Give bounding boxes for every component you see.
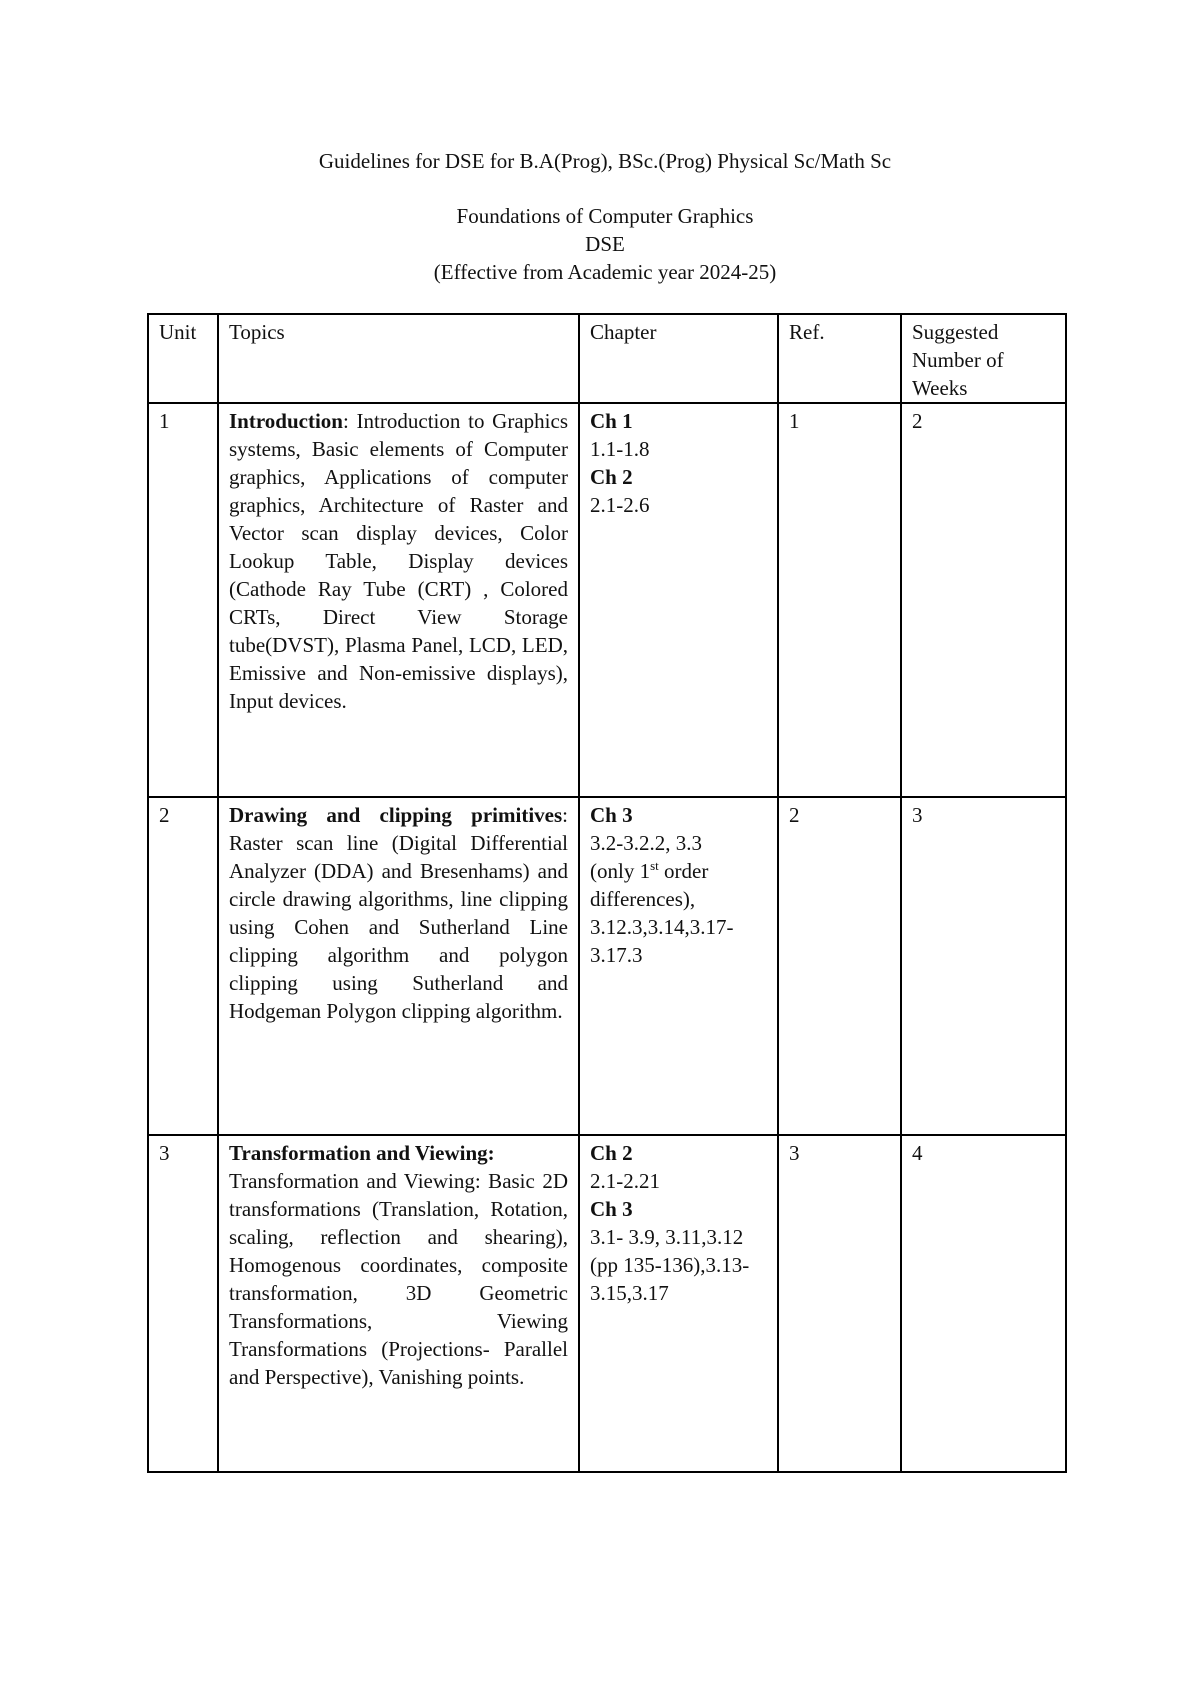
syllabus-table [147,313,1067,1473]
course-type: DSE [585,232,625,256]
chapter-label: Ch 3 [590,1197,633,1221]
weeks-cell: 3 [901,797,1066,1135]
unit-cell: 3 [148,1135,218,1472]
chapter-sections: 3.1- 3.9, 3.11,3.12 (pp 135-136),3.13-3.15,3.17 [590,1225,750,1305]
course-title: Foundations of Computer Graphics [456,204,754,228]
chapter-sections: 2.1-2.21 [590,1169,660,1193]
effective-note: (Effective from Academic year 2024-25) [433,260,777,284]
chapter-sections: 1.1-1.8 [590,437,650,461]
chapter-cell [579,797,778,1135]
unit-cell: 1 [148,403,218,797]
guidelines-line: Guidelines for DSE for B.A(Prog), BSc.(Prog) Physical Sc/Math Sc [318,149,892,173]
chapter-label: Ch 2 [590,465,633,489]
col-header-weeks: Suggested Number of Weeks [901,314,1066,403]
table-row [148,1135,1066,1472]
topic-title: Transformation and Viewing: [229,1141,495,1165]
chapter-sections: 3.12.3,3.14,3.17-3.17.3 [590,915,734,967]
course-header [0,202,1200,286]
table-row [148,797,1066,1135]
chapter-sections: 2.1-2.6 [590,493,650,517]
chapter-label: Ch 3 [590,803,633,827]
ref-cell: 2 [778,797,901,1135]
weeks-cell: 4 [901,1135,1066,1472]
topic-body: : Introduction to Graphics systems, Basic elements of Computer graphics, Applications of computer graphics, Architecture of Raster and Vector scan display devices, Color Lookup Table, Display devices (Cathode Ray Tube (CRT) , Colored CRTs, Direct View Storage tube(DVST), Plasma Panel, LCD, LED, Emissive and Non-emissive displays), Input devices. [229,409,568,713]
chapter-label: Ch 1 [590,409,633,433]
ordinal-suffix: st [650,858,659,873]
chapter-sections: (only 1 [590,859,651,883]
unit-cell: 2 [148,797,218,1135]
ref-cell: 3 [778,1135,901,1472]
topics-cell [218,1135,579,1472]
topic-body: : Raster scan line (Digital Differential Analyzer (DDA) and Bresenhams) and circle drawing algorithms, line clipping using Cohen and Sutherland Line clipping algorithm and polygon clipping using Sutherland and Hodgeman Polygon clipping algorithm. [229,803,568,1023]
chapter-sections: 3.2-3.2.2, 3.3 [590,831,702,855]
table-row [148,403,1066,797]
chapter-label: Ch 2 [590,1141,633,1165]
topic-title: Introduction [229,409,343,433]
ref-cell: 1 [778,403,901,797]
topics-cell [218,797,579,1135]
weeks-cell: 2 [901,403,1066,797]
table-header-row [148,314,1066,403]
chapter-cell [579,403,778,797]
topics-cell [218,403,579,797]
chapter-sections: order differences), [590,859,709,911]
col-header-chapter: Chapter [579,314,778,403]
topic-body: Transformation and Viewing: Basic 2D transformations (Translation, Rotation, scaling, reflection and shearing), Homogenous coordinates, composite transformation, 3D Geometric Transformations, Viewing Transformations (Projections- Parallel and Perspective), Vanishing points. [229,1169,568,1389]
chapter-cell [579,1135,778,1472]
document-header [0,147,1200,175]
col-header-topics: Topics [218,314,579,403]
topic-title: Drawing and clipping primitives [229,803,563,827]
col-header-ref: Ref. [778,314,901,403]
col-header-unit: Unit [148,314,218,403]
